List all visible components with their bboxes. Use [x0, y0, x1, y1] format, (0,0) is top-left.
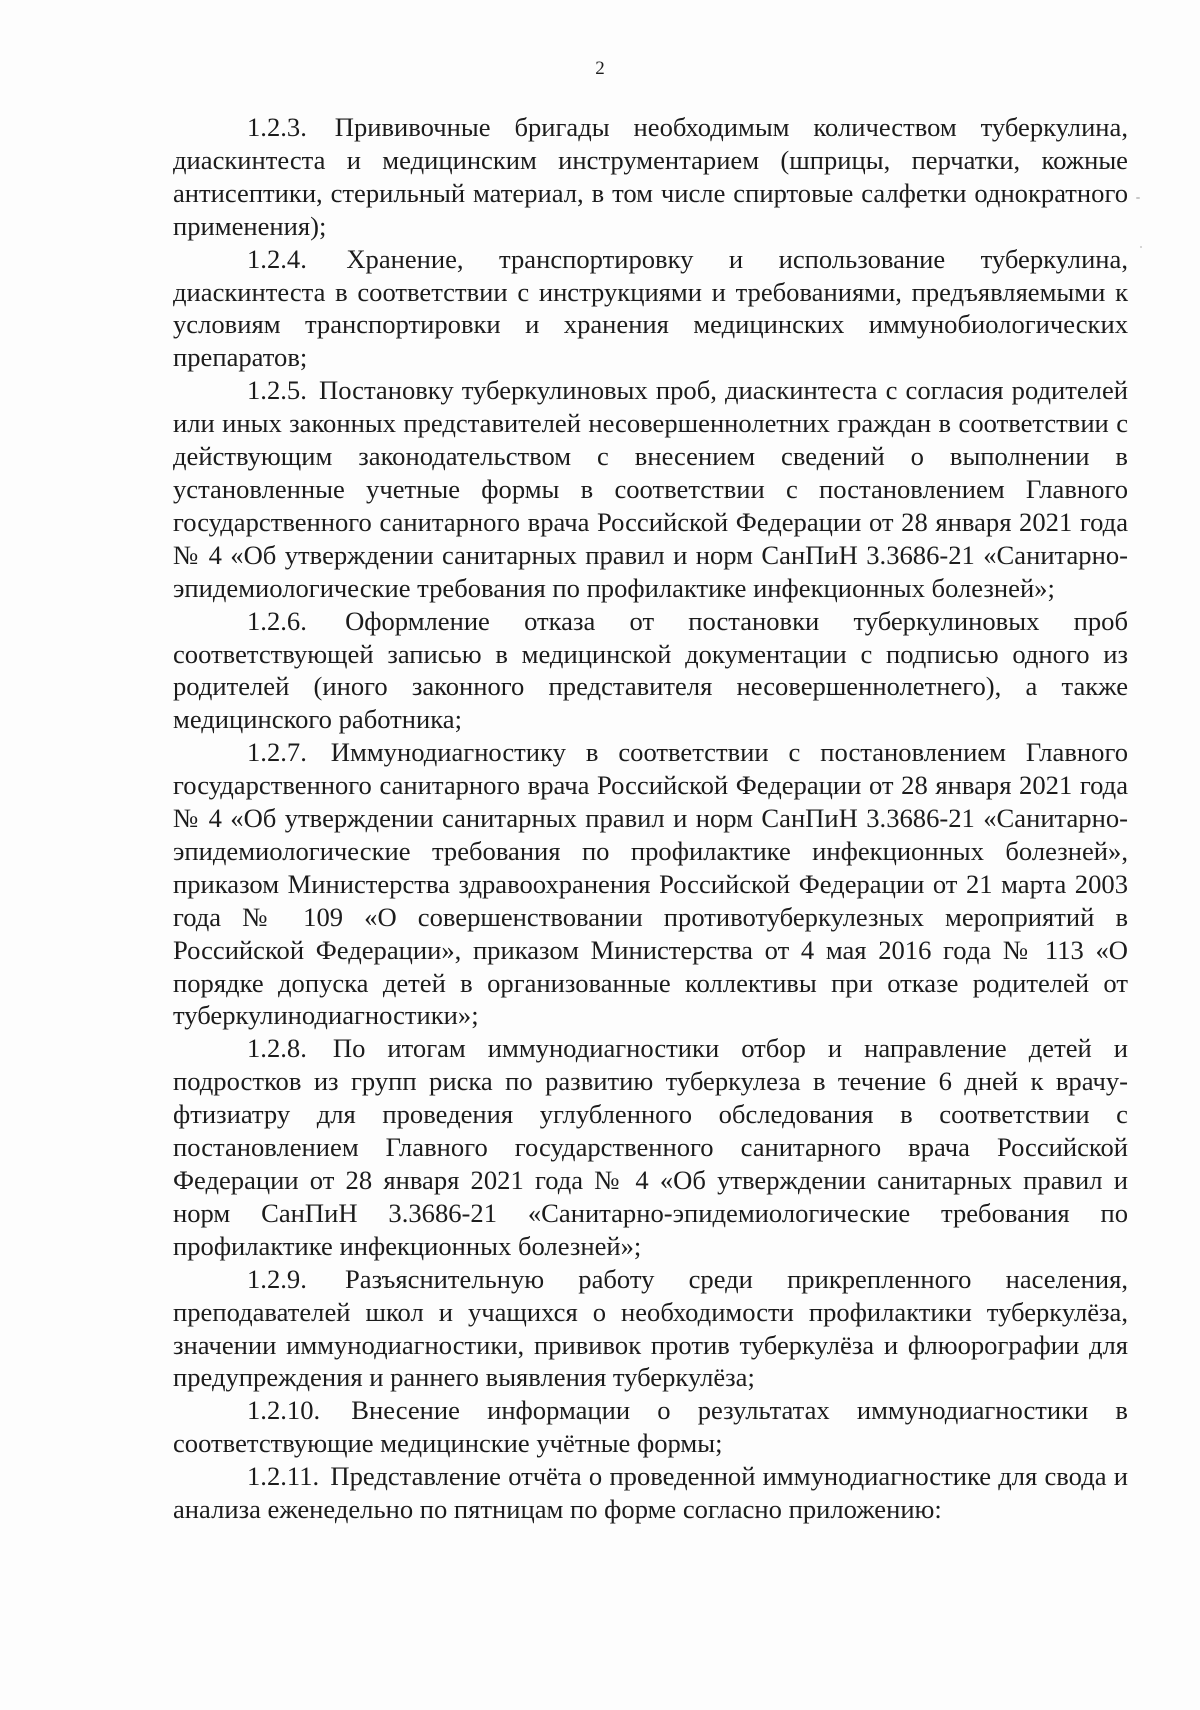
- paragraph-number: 1.2.8.: [247, 1033, 307, 1064]
- paragraph-text: Иммунодиагностику в соответствии с постановлением Главного государственного санитарного врача Российской Федерации от 28 января 2021 года № 4 «Об утверждении санитарных правил и норм СанПиН 3.3686-21 «Санитарно-эпидемиологические требования по профилактике инфекционных болезней», приказом Министерства здравоохранения Российской Федерации от 21 марта 2003 года № 109 «О совершенствовании противотуберкулезных мероприятий в Российской Федерации», приказом Министерства от 4 мая 2016 года № 113 «О порядке допуска детей в организованные коллективы при отказе родителей от туберкулинодиагностики»;: [173, 737, 1128, 1031]
- paragraph-number: 1.2.6.: [247, 605, 307, 636]
- paragraph-1-2-9: [173, 1263, 1128, 1395]
- scan-speck: [1136, 197, 1140, 199]
- page-number: 2: [595, 58, 605, 79]
- paragraph-1-2-11: [173, 1460, 1128, 1526]
- document-body: [173, 111, 1128, 1526]
- paragraph-number: 1.2.4.: [247, 243, 307, 274]
- paragraph-number: 1.2.3.: [247, 112, 307, 142]
- paragraph-number: 1.2.11.: [247, 1461, 320, 1492]
- paragraph-number: 1.2.7.: [247, 737, 307, 768]
- paragraph-text: Постановку туберкулиновых проб, диаскинтеста с согласия родителей или иных законных представителей несовершеннолетних граждан в соответствии с действующим законодательством с внесением сведений о выполнении в установленные учетные формы в соответствии с постановлением Главного государственного санитарного врача Российской Федерации от 28 января 2021 года № 4 «Об утверждении санитарных правил и норм СанПиН 3.3686-21 «Санитарно-эпидемиологические требования по профилактике инфекционных болезней»;: [173, 375, 1128, 603]
- paragraph-text: Прививочные бригады необходимым количеством туберкулина, диаскинтеста и медицинским инструментарием (шприцы, перчатки, кожные антисептики, стерильный материал, в том числе спиртовые салфетки однократного применения);: [173, 112, 1128, 241]
- paragraph-text: Внесение информации о результатах иммунодиагностики в соответствующие медицинские учётные формы;: [173, 1395, 1128, 1459]
- paragraph-1-2-4: [173, 243, 1128, 375]
- paragraph-1-2-8: [173, 1032, 1128, 1262]
- paragraph-text: Оформление отказа от постановки туберкулиновых проб соответствующей записью в медицинской документации с подписью одного из родителей (иного законного представителя несовершеннолетнего), а также медицинского работника;: [173, 605, 1128, 735]
- paragraph-1-2-10: [173, 1394, 1128, 1460]
- paragraph-number: 1.2.5.: [247, 375, 307, 406]
- paragraph-number: 1.2.10.: [247, 1395, 321, 1426]
- paragraph-text: По итогам иммунодиагностики отбор и направление детей и подростков из групп риска по развитию туберкулеза в течение 6 дней к врачу-фтизиатру для проведения углубленного обследования в соответствии с постановлением Главного государственного санитарного врача Российской Федерации от 28 января 2021 года № 4 «Об утверждении санитарных правил и норм СанПиН 3.3686-21 «Санитарно-эпидемиологические требования по профилактике инфекционных болезней»;: [173, 1033, 1129, 1261]
- paragraph-number: 1.2.9.: [247, 1263, 307, 1294]
- scan-speck: [1140, 246, 1142, 248]
- paragraph-1-2-7: [173, 736, 1128, 1032]
- paragraph-1-2-6: [173, 605, 1128, 737]
- paragraph-text: Хранение, транспортировку и использование туберкулина, диаскинтеста в соответствии с инструкциями и требованиями, предъявляемыми к условиям транспортировки и хранения медицинских иммунобиологических препаратов;: [173, 243, 1128, 373]
- paragraph-1-2-5: [173, 374, 1128, 604]
- paragraph-text: Разъяснительную работу среди прикрепленного населения, преподавателей школ и учащихся о необходимости профилактики туберкулёза, значении иммунодиагностики, прививок против туберкулёза и флюорографии для предупреждения и раннего выявления туберкулёза;: [173, 1263, 1128, 1393]
- paragraph-text: Представление отчёта о проведенной иммунодиагностике для свода и анализа еженедельно по пятницам по форме согласно приложению:: [173, 1461, 1128, 1525]
- paragraph-1-2-3: [173, 111, 1128, 243]
